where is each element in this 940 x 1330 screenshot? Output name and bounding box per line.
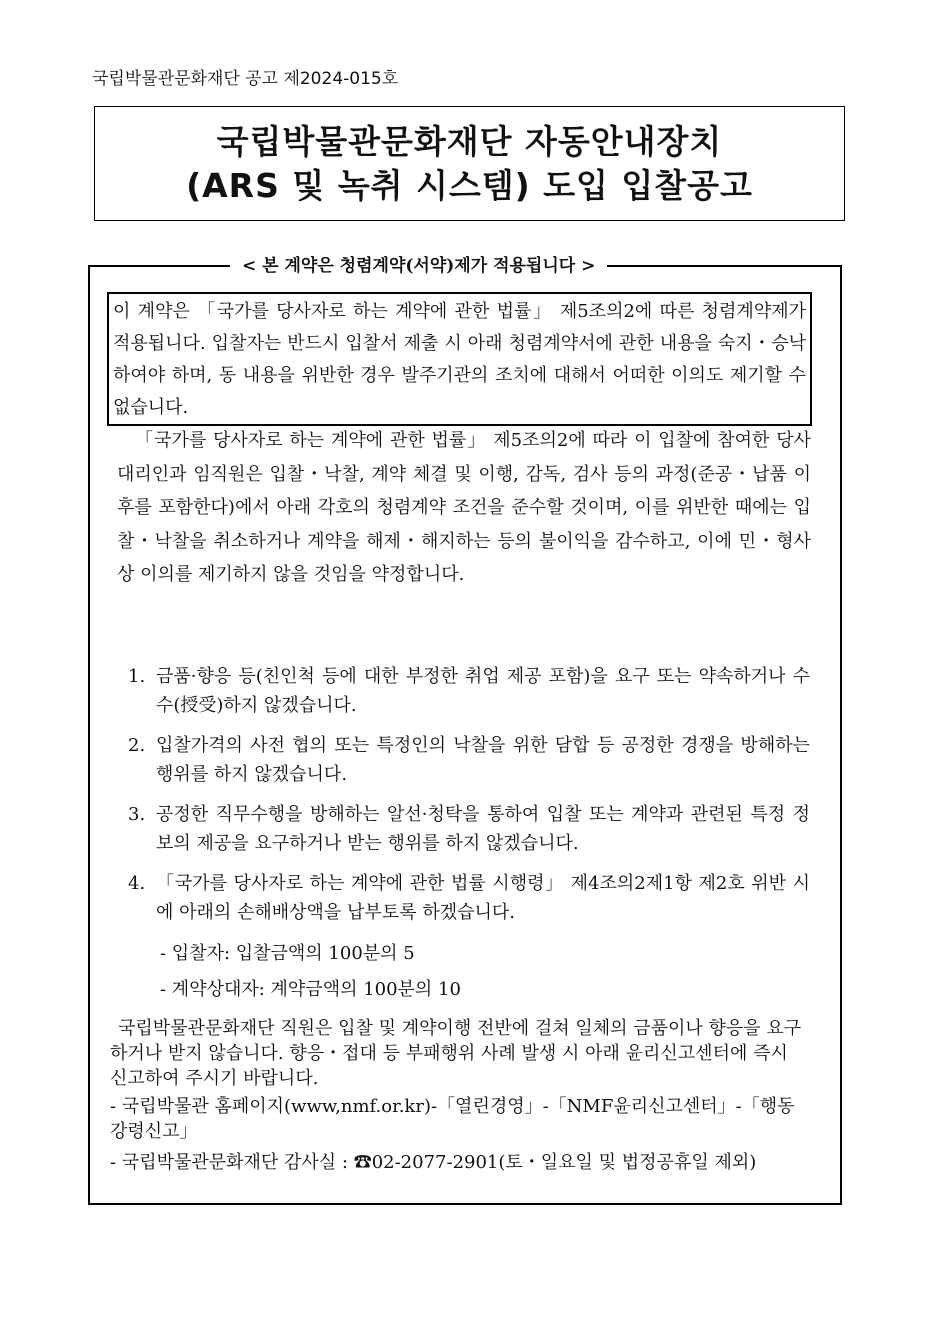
title-line-1: 국립박물관문화재단 자동안내장치 bbox=[216, 121, 723, 161]
penalty-bidder: - 입찰자: 입찰금액의 100분의 5 bbox=[160, 943, 415, 964]
pledge-item-number: 1. bbox=[128, 666, 146, 687]
pledge-item bbox=[128, 800, 810, 858]
pledge-item-number: 4. bbox=[128, 873, 146, 894]
title-line-2: (ARS 및 녹취 시스템) 도입 입찰공고 bbox=[186, 165, 753, 205]
pledge-item-text: 「국가를 당사자로 하는 계약에 관한 법률 시행령」 제4조의2제1항 제2호 위반 시에 아래의 손해배상액을 납부토록 하겠습니다. bbox=[156, 873, 810, 923]
pledge-items bbox=[128, 662, 810, 938]
pledge-item bbox=[128, 662, 810, 720]
integrity-notice-box: 이 계약은 「국가를 당사자로 하는 계약에 관한 법률」 제5조의2에 따른 청렴계약제가 적용됩니다. 입찰자는 반드시 입찰서 제출 시 아래 청렴계약서에 관한 내용을 숙지・승낙하여야 하며, 동 내용을 위반한 경우 발주기관의 조치에 대해서 어떠한 이의도 제기할 수 없습니다. bbox=[107, 292, 812, 426]
pledge-item-text: 공정한 직무수행을 방해하는 알선·청탁을 통하여 입찰 또는 계약과 관련된 특정 정보의 제공을 요구하거나 받는 행위를 하지 않겠습니다. bbox=[156, 804, 810, 854]
pledge-item-text: 금품·향응 등(친인척 등에 대한 부정한 취업 제공 포함)을 요구 또는 약속하거나 수수(授受)하지 않겠습니다. bbox=[156, 666, 810, 716]
pledge-item-number: 3. bbox=[128, 804, 146, 825]
pledge-item-number: 2. bbox=[128, 735, 146, 756]
pledge-item bbox=[128, 869, 810, 927]
pledge-item-text: 입찰가격의 사전 협의 또는 특정인의 낙찰을 위한 담합 등 공정한 경쟁을 방해하는 행위를 하지 않겠습니다. bbox=[156, 735, 810, 785]
notice-number: 국립박물관문화재단 공고 제2024-015호 bbox=[92, 69, 399, 89]
integrity-heading: < 본 계약은 청렴계약(서약)제가 적용됩니다 > bbox=[230, 253, 607, 279]
integrity-pledge: 「국가를 당사자로 하는 계약에 관한 법률」 제5조의2에 따라 이 입찰에 참여한 당사 대리인과 임직원은 입찰・낙찰, 계약 체결 및 이행, 감독, 검사 등의 과정(준공・납품 이후를 포함한다)에서 아래 각호의 청렴계약 조건을 준수할 것이며, 이를 위반한 때에는 입찰・낙찰을 취소하거나 계약을 해제・해지하는 등의 불이익을 감수하고, 이에 민・형사상 이의를 제기하지 않을 것임을 약정합니다. bbox=[117, 430, 811, 585]
title-box bbox=[94, 106, 845, 221]
penalty-contractor: - 계약상대자: 계약금액의 100분의 10 bbox=[160, 979, 461, 1000]
ethics-notice: 국립박물관문화재단 직원은 입찰 및 계약이행 전반에 걸쳐 일체의 금품이나 향응을 요구하거나 받지 않습니다. 향응・접대 등 부패행위 사례 발생 시 아래 윤리신고센터에 즉시 신고하여 주시기 바랍니다. bbox=[110, 1018, 802, 1089]
report-phone-channel: - 국립박물관문화재단 감사실 : ☎02-2077-2901(토・일요일 및 법정공휴일 제외) bbox=[110, 1152, 757, 1173]
report-web-channel: - 국립박물관 홈페이지(www,nmf.or.kr)-「열린경영」-「NMF윤리신고센터」-「행동강령신고」 bbox=[110, 1096, 795, 1142]
pledge-item bbox=[128, 731, 810, 789]
